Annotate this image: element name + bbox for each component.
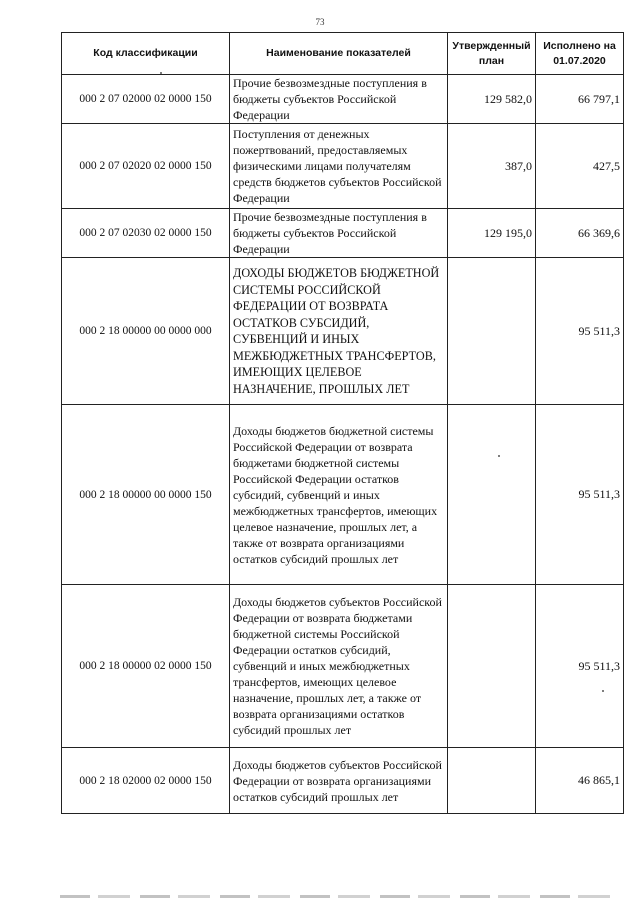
table-row <box>62 585 624 748</box>
table-row <box>62 748 624 814</box>
row-code: 000 2 18 00000 00 0000 000 <box>62 258 230 405</box>
row-name: Доходы бюджетов субъектов Российской Федерации от возврата организациями остатков субсидий прошлых лет <box>230 748 448 814</box>
row-code: 000 2 07 02030 02 0000 150 <box>62 209 230 258</box>
row-plan: 129 195,0 <box>448 209 536 258</box>
row-done: 95 511,3 <box>536 258 624 405</box>
row-done: 95 511,3 <box>536 585 624 748</box>
table-row <box>62 75 624 124</box>
row-plan: 129 582,0 <box>448 75 536 124</box>
header-done: Исполнено на 01.07.2020 <box>536 33 624 75</box>
table-row <box>62 209 624 258</box>
row-name: Доходы бюджетов бюджетной системы Российской Федерации от возврата бюджетами бюджетной системы Российской Федерации остатков субсидий, субвенций и иных межбюджетных трансфертов, имеющих целевое назначение, прошлых лет, а также от возврата организациями остатков субсидий прошлых лет <box>230 405 448 585</box>
row-code: 000 2 07 02020 02 0000 150 <box>62 124 230 209</box>
scan-artifact <box>60 895 620 898</box>
row-name: ДОХОДЫ БЮДЖЕТОВ БЮДЖЕТНОЙ СИСТЕМЫ РОССИЙСКОЙ ФЕДЕРАЦИИ ОТ ВОЗВРАТА ОСТАТКОВ СУБСИДИЙ, СУБВЕНЦИЙ И ИНЫХ МЕЖБЮДЖЕТНЫХ ТРАНСФЕРТОВ, ИМЕЮЩИХ ЦЕЛЕВОЕ НАЗНАЧЕНИЕ, ПРОШЛЫХ ЛЕТ <box>230 258 448 405</box>
row-code: 000 2 18 00000 00 0000 150 <box>62 405 230 585</box>
table-row <box>62 258 624 405</box>
row-name: Прочие безвозмездные поступления в бюджеты субъектов Российской Федерации <box>230 75 448 124</box>
row-done: 66 797,1 <box>536 75 624 124</box>
table-row <box>62 124 624 209</box>
table-row <box>62 405 624 585</box>
row-code: 000 2 18 00000 02 0000 150 <box>62 585 230 748</box>
budget-table <box>61 32 624 814</box>
row-plan <box>448 405 536 585</box>
row-plan <box>448 748 536 814</box>
scan-speck <box>160 72 162 74</box>
page-number: 73 <box>315 17 325 27</box>
row-plan <box>448 585 536 748</box>
row-name: Прочие безвозмездные поступления в бюджеты субъектов Российской Федерации <box>230 209 448 258</box>
row-done: 427,5 <box>536 124 624 209</box>
row-code: 000 2 18 02000 02 0000 150 <box>62 748 230 814</box>
row-name: Доходы бюджетов субъектов Российской Федерации от возврата бюджетами бюджетной системы Российской Федерации остатков субсидий, субвенций и иных межбюджетных трансфертов, имеющих целевое назначение, прошлых лет, а также от возврата организациями остатков субсидий прошлых лет <box>230 585 448 748</box>
row-name: Поступления от денежных пожертвований, предоставляемых физическими лицами получателям средств бюджетов субъектов Российской Федерации <box>230 124 448 209</box>
row-plan <box>448 258 536 405</box>
row-done: 95 511,3 <box>536 405 624 585</box>
row-done: 46 865,1 <box>536 748 624 814</box>
scan-speck <box>602 690 604 692</box>
row-code: 000 2 07 02000 02 0000 150 <box>62 75 230 124</box>
header-code: Код классификации <box>62 33 230 75</box>
row-plan: 387,0 <box>448 124 536 209</box>
row-done: 66 369,6 <box>536 209 624 258</box>
header-plan: Утвержденный план <box>448 33 536 75</box>
table-header-row <box>62 33 624 75</box>
scan-speck <box>498 455 500 457</box>
header-name: Наименование показателей <box>230 33 448 75</box>
